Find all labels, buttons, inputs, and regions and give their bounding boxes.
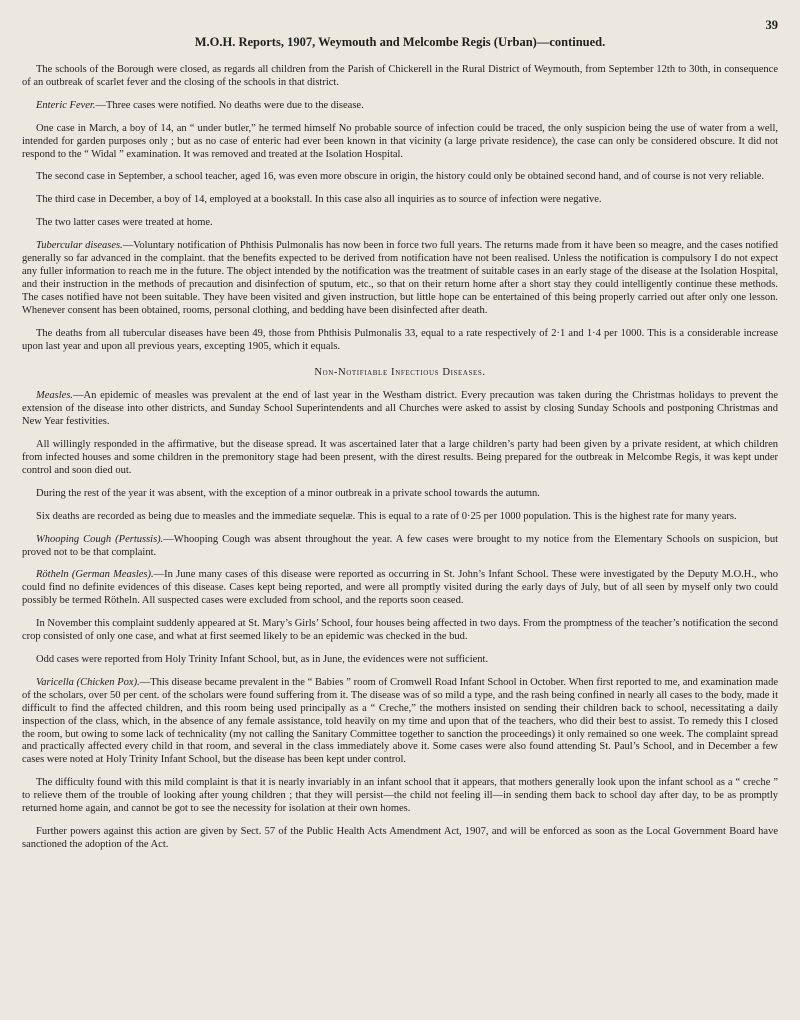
- paragraph: [22, 569, 778, 608]
- paragraph: [22, 654, 778, 667]
- body-text: [22, 64, 778, 852]
- paragraph-text: The difficulty found with this mild complaint is that it is nearly invariably in an infant school that it appears, that mothers generally look upon the infant school as a “ creche ” to relieve them of the trouble of looking after young children ; that they will persist—the child not feeling ill—in sending them back to school day after day, to be as promptly returned home again, and cannot be got to see the necessity for isolation at their own homes.: [22, 777, 778, 815]
- paragraph: [22, 826, 778, 852]
- paragraph-text: During the rest of the year it was absent, with the exception of a minor outbreak in a private school towards the autumn.: [36, 487, 540, 499]
- paragraph-text: In November this complaint suddenly appeared at St. Mary’s Girls’ School, four houses being affected in two days. From the promptness of the teacher’s notification the second crop consisted of only one case, and what at first seemed likely to be an epidemic was checked in the bud.: [22, 618, 778, 643]
- paragraph-text: —Three cases were notified. No deaths were due to the disease.: [95, 99, 364, 111]
- section-heading: Non-Notifiable Infectious Diseases.: [314, 367, 486, 379]
- paragraph-text: —This disease became prevalent in the “ Babies ” room of Cromwell Road Infant School in October. When first reported to me, and examination made of the scholars, over 50 per cent. of the scholars were found suffering from it. The disease was of so mild a type, and the rash being confined in nearly all cases to the body, made it difficult to find the affected children, and this room being used principally as a “ Creche,” the mothers insisted on sending their children back to school, necessitating a daily inspection of the class, which, in the absence of any female assistance, told heavily on my time and upon that of the teachers, who did their best to assist. To remedy this I closed the room, but owing to some lack of technicality (my not calling the Sanitary Committee together to sanction the proceedings) it only remained so one week. The complaint spread and practically affected every child in that room, and several in the class immediately above it. Some cases were also found attending St. Paul’s School, and in December a few cases were noted at Holy Trinity Infant School, but the disease has been kept under control.: [22, 676, 778, 766]
- paragraph-text: The third case in December, a boy of 14, employed at a bookstall. In this case also all inquiries as to source of infection were negative.: [36, 194, 602, 206]
- paragraph-lead: Enteric Fever.: [36, 99, 96, 111]
- paragraph-text: Odd cases were reported from Holy Trinity Infant School, but, as in June, the evidences were not sufficient.: [36, 654, 489, 665]
- paragraph-text: —Voluntary notification of Phthisis Pulmonalis has now been in force two full years. The returns made from it have been so meagre, and the cases notified generally so far advanced in the complaint. that the benefits expected to be derived from notification have not been realised. Unless the notification is compulsory I do not expect any fuller information to reach me in the future. The object intended by the notification was the treatment of suitable cases in an early stage of the disease at the Isolation Hospital, and their instruction in the methods of precaution and disinfection of sputum, etc., so that on their return home after a short stay they could intelligently continue these methods. The cases notified have not been suitable. They have been visited and given instruction, but little hope can be entertained of this being properly carried out after only one lesson. Whenever consent has been obtained, rooms, personal clothing, and bedding have been disinfected after death.: [22, 240, 778, 316]
- paragraph-text: Six deaths are recorded as being due to measles and the immediate sequelæ. This is equal to a rate of 0·25 per 1000 population. This is the highest rate for many years.: [36, 510, 737, 522]
- paragraph-lead: Rötheln (German Measles).: [36, 569, 154, 581]
- running-header: M.O.H. Reports, 1907, Weymouth and Melcombe Regis (Urban)—continued.: [194, 35, 606, 49]
- paragraph: [22, 677, 778, 767]
- paragraph: [22, 390, 778, 429]
- paragraph-text: Further powers against this action are given by Sect. 57 of the Public Health Acts Amendment Act, 1907, and will be enforced as soon as the Local Government Board have sanctioned the adoption of the Act.: [22, 825, 778, 850]
- paragraph: [22, 618, 778, 644]
- paragraph-text: —Whooping Cough was absent throughout the year. A few cases were brought to my notice from the Elementary Schools on suspicion, but proved not to be that complaint.: [22, 533, 778, 558]
- paragraph: [22, 488, 778, 501]
- paragraph-text: The second case in September, a school teacher, aged 16, was even more obscure in origin, the history could only be obtained second hand, and of course is not very reliable.: [36, 171, 765, 183]
- paragraph: [22, 194, 778, 207]
- paragraph: [22, 777, 778, 816]
- paragraph: [22, 217, 778, 230]
- paragraph-lead: Measles.: [36, 390, 74, 402]
- paragraph-text: —In June many cases of this disease were reported as occurring in St. John’s Infant School. These were investigated by the Deputy M.O.H., who could find no definite evidences of this disease. Cases kept being reported, and were all promptly visited during the early days of July, but of all seen by myself only two could possibly be termed Rötheln. All suspected cases were excluded from school, and the reports soon ceased.: [22, 569, 778, 607]
- paragraph: [22, 328, 778, 354]
- paragraph: [22, 171, 778, 184]
- paragraph-lead: Varicella (Chicken Pox).: [36, 676, 140, 688]
- paragraph: [22, 439, 778, 478]
- paragraph-text: The two latter cases were treated at home.: [36, 217, 213, 229]
- paragraph: [22, 64, 778, 90]
- paragraph: [22, 100, 778, 113]
- paragraph-text: The schools of the Borough were closed, as regards all children from the Parish of Chickerell in the Rural District of Weymouth, from September 12th to 30th, in consequence of an outbreak of scarlet fever and the closing of the schools in that district.: [22, 64, 778, 88]
- paragraph: [22, 511, 778, 524]
- paragraph: [22, 534, 778, 560]
- paragraph-text: All willingly responded in the affirmative, but the disease spread. It was ascertained later that a large children’s party had been given by a private resident, at which children from infected houses and some children in the premonitory stage had been present, with the direst results. Being prepared for the outbreak in Melcombe Regis, it was kept under control and soon died out.: [22, 439, 778, 476]
- paragraph-text: One case in March, a boy of 14, an “ under butler,” he termed himself No probable source of infection could be traced, the only suspicion being the use of water from a well, intended for garden purposes only ; but as no case of enteric had ever been known in that vicinity (a large private residence), the case can only be considered obscure. It did not respond to the “ Widal ” examination. It was removed and treated at the Isolation Hospital.: [22, 122, 778, 160]
- page-number: 39: [765, 18, 778, 32]
- paragraph: [22, 123, 778, 162]
- paragraph-lead: Tubercular diseases.: [36, 240, 123, 252]
- paragraph-lead: Whooping Cough (Pertussis).: [36, 533, 164, 545]
- paragraph-text: The deaths from all tubercular diseases have been 49, those from Phthisis Pulmonalis 33, equal to a rate respectively of 2·1 and 1·4 per 1000. This is a considerable increase upon last year and upon all previous years, excepting 1905, which it equals.: [22, 327, 778, 352]
- paragraph-text: —An epidemic of measles was prevalent at the end of last year in the Westham district. Every precaution was taken during the Christmas holidays to prevent the extension of the disease into other districts, and Sunday School Superintendents and all Churches were asked to assist by closing Sunday Schools and postponing Christmas and New Year festivities.: [22, 390, 778, 428]
- paragraph: [22, 240, 778, 317]
